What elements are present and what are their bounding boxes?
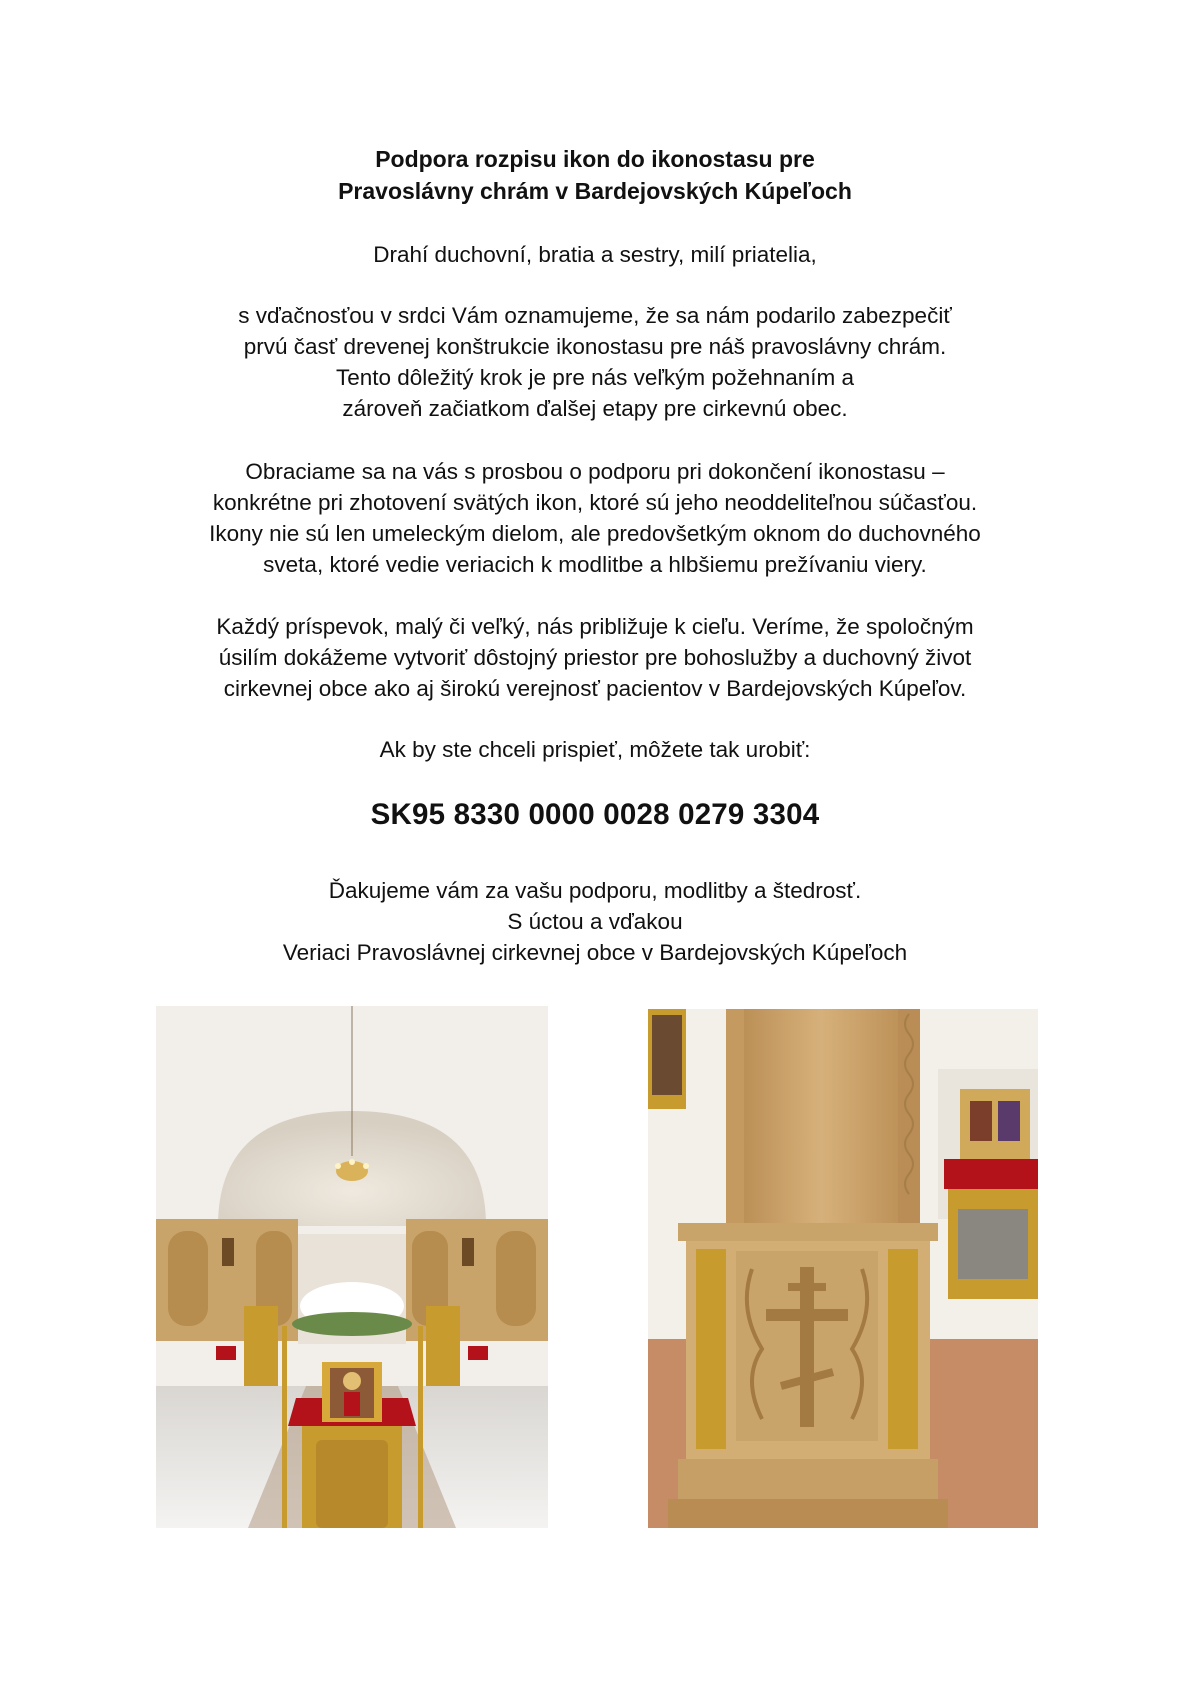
paragraph-request — [0, 456, 1190, 580]
paragraph-line: Tento dôležitý krok je pre nás veľkým požehnaním a — [335, 365, 855, 390]
iban-account-number: SK95 8330 0000 0028 0279 3304 — [370, 798, 820, 831]
paragraph-line: sveta, ktoré vedie veriacich k modlitbe a hlbšiemu prežívaniu viery. — [263, 552, 927, 577]
church-interior-photo — [156, 1006, 548, 1528]
paragraph-line: konkrétne pri zhotovení svätých ikon, ktoré sú jeho neoddeliteľnou súčasťou. — [212, 490, 978, 515]
donate-instruction: Ak by ste chceli prispieť, môžete tak urobiť: — [379, 737, 811, 762]
paragraph-line: s vďačnosťou v srdci Vám oznamujeme, že sa nám podarilo zabezpečiť — [238, 303, 952, 328]
paragraph-line: Ikony nie sú len umeleckým dielom, ale predovšetkým oknom do duchovného — [209, 521, 981, 546]
iconostasis-carving-photo — [648, 1009, 1038, 1528]
title-line: Pravoslávny chrám v Bardejovských Kúpeľoch — [338, 178, 852, 204]
closing-signature — [0, 875, 1190, 968]
closing-line: Veriaci Pravoslávnej cirkevnej obce v Bardejovských Kúpeľoch — [282, 940, 908, 965]
paragraph-contribution — [0, 611, 1190, 704]
paragraph-announcement — [0, 300, 1190, 424]
paragraph-line: zároveň začiatkom ďalšej etapy pre cirkevnú obec. — [342, 396, 848, 421]
closing-line: S úctou a vďakou — [507, 909, 683, 934]
title-line: Podpora rozpisu ikon do ikonostasu pre — [375, 146, 815, 172]
paragraph-line: cirkevnej obce ako aj širokú verejnosť pacientov v Bardejovských Kúpeľov. — [223, 676, 967, 701]
paragraph-line: Každý príspevok, malý či veľký, nás približuje k cieľu. Veríme, že spoločným — [216, 614, 974, 639]
closing-line: Ďakujeme vám za vašu podporu, modlitby a štedrosť. — [328, 878, 862, 903]
document-title — [0, 143, 1190, 207]
greeting: Drahí duchovní, bratia a sestry, milí priatelia, — [373, 242, 817, 267]
paragraph-line: Obraciame sa na vás s prosbou o podporu pri dokončení ikonostasu – — [245, 459, 945, 484]
paragraph-line: prvú časť drevenej konštrukcie ikonostasu pre náš pravoslávny chrám. — [243, 334, 947, 359]
paragraph-line: úsilím dokážeme vytvoriť dôstojný priestor pre bohoslužby a duchovný život — [218, 645, 972, 670]
